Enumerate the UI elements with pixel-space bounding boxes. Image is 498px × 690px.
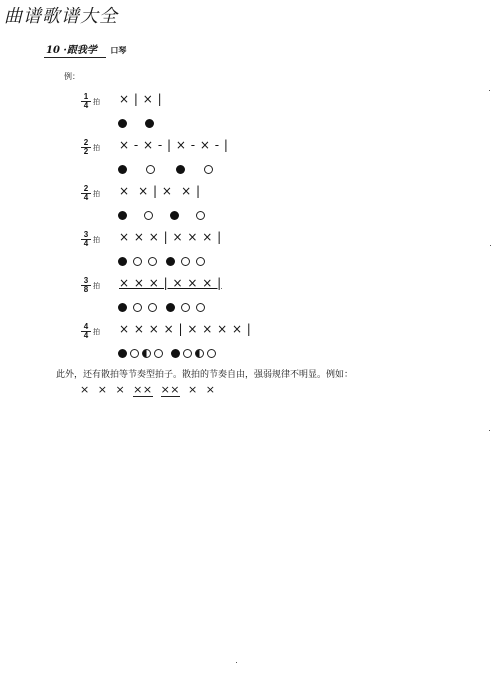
watermark-text: 曲谱歌谱大全 [4, 6, 118, 27]
free-rhythm-example [80, 383, 215, 396]
strength-marks [118, 343, 216, 362]
strength-marks [118, 297, 205, 316]
beat-label: 拍 [93, 98, 100, 106]
weak-beat-dot [196, 211, 205, 220]
free-pulse: × [205, 383, 216, 396]
time-signature-denominator: 4 [83, 101, 89, 110]
pulse-notation: × | × | [119, 92, 163, 106]
strong-beat-dot [118, 349, 127, 358]
page-subtitle: 口琴 [110, 45, 127, 55]
strength-marks [118, 205, 205, 224]
strong-beat-dot [118, 303, 127, 312]
strength-marks [118, 251, 205, 270]
weak-beat-dot [130, 349, 139, 358]
strong-beat-dot [176, 165, 185, 174]
free-pulse: × [188, 383, 198, 396]
time-signature [81, 323, 91, 340]
weak-beat-dot [154, 349, 163, 358]
scan-speck [236, 662, 237, 663]
time-signature-numerator: 3 [81, 231, 91, 240]
strong-beat-dot [118, 165, 127, 174]
page-header [44, 41, 126, 56]
free-pulse-group: ×× [133, 383, 153, 396]
free-pulse-group: ×× [160, 383, 181, 396]
example-row [81, 323, 281, 363]
time-signature [81, 139, 91, 156]
free-pulse: × [97, 383, 108, 396]
time-signature-numerator: 2 [81, 185, 91, 194]
beat-label: 拍 [93, 190, 100, 198]
weak-beat-dot [133, 303, 142, 312]
weak-beat-dot [181, 303, 190, 312]
time-signature-numerator: 2 [81, 139, 91, 148]
time-signature-numerator: 1 [81, 93, 91, 102]
time-signature-numerator: 4 [81, 323, 91, 332]
weak-beat-dot [144, 211, 153, 220]
time-signature-denominator: 4 [83, 331, 89, 340]
pulse-notation: × × × | × × × | [119, 230, 222, 244]
beat-label: 拍 [93, 144, 100, 152]
strong-beat-dot [170, 211, 179, 220]
strength-marks [118, 113, 154, 132]
page-header-line [44, 45, 106, 58]
scan-speck [489, 90, 490, 91]
strong-beat-dot [171, 349, 180, 358]
beat-label: 拍 [93, 236, 100, 244]
weak-beat-dot [148, 257, 157, 266]
time-signature-denominator: 2 [83, 147, 89, 156]
example-row [81, 277, 281, 317]
time-signature-numerator: 3 [81, 277, 91, 286]
pulse-notation: × × × | × × × | [119, 276, 222, 290]
time-signature [81, 231, 91, 248]
time-signature-denominator: 4 [83, 193, 89, 202]
scan-speck [490, 245, 491, 246]
strong-beat-dot [166, 257, 175, 266]
beat-label: 拍 [93, 328, 100, 336]
example-row [81, 185, 281, 225]
strong-beat-dot [145, 119, 154, 128]
strength-marks [118, 159, 213, 178]
time-signature [81, 93, 91, 110]
scan-speck [489, 430, 490, 431]
page-title: ·跟我学 [63, 45, 97, 56]
weak-beat-dot [183, 349, 192, 358]
weak-beat-dot [181, 257, 190, 266]
example-row [81, 231, 281, 271]
example-row [81, 93, 281, 133]
weak-beat-dot [133, 257, 142, 266]
strong-beat-dot [118, 119, 127, 128]
medium-beat-dot [142, 349, 151, 358]
medium-beat-dot [195, 349, 204, 358]
page-number: 10 [46, 45, 60, 56]
example-label: 例： [64, 72, 80, 81]
closing-paragraph: 此外，还有散拍等节奏型拍子。散拍的节奏自由，强弱规律不明显。例如： [56, 370, 354, 380]
free-pulse: × [115, 383, 126, 396]
weak-beat-dot [204, 165, 213, 174]
strong-beat-dot [118, 257, 127, 266]
weak-beat-dot [207, 349, 216, 358]
free-pulse: × [80, 383, 90, 396]
example-row [81, 139, 281, 179]
strong-beat-dot [118, 211, 127, 220]
pulse-notation: × × | × × | [119, 184, 201, 198]
time-signature [81, 277, 91, 294]
weak-beat-dot [196, 303, 205, 312]
weak-beat-dot [146, 165, 155, 174]
pulse-notation: × × × × | × × × × | [119, 322, 252, 336]
weak-beat-dot [196, 257, 205, 266]
time-signature [81, 185, 91, 202]
time-signature-denominator: 4 [83, 239, 89, 248]
pulse-notation: × - × - | × - × - | [119, 138, 229, 152]
beat-label: 拍 [93, 282, 100, 290]
weak-beat-dot [148, 303, 157, 312]
time-signature-denominator: 8 [83, 285, 89, 294]
strong-beat-dot [166, 303, 175, 312]
